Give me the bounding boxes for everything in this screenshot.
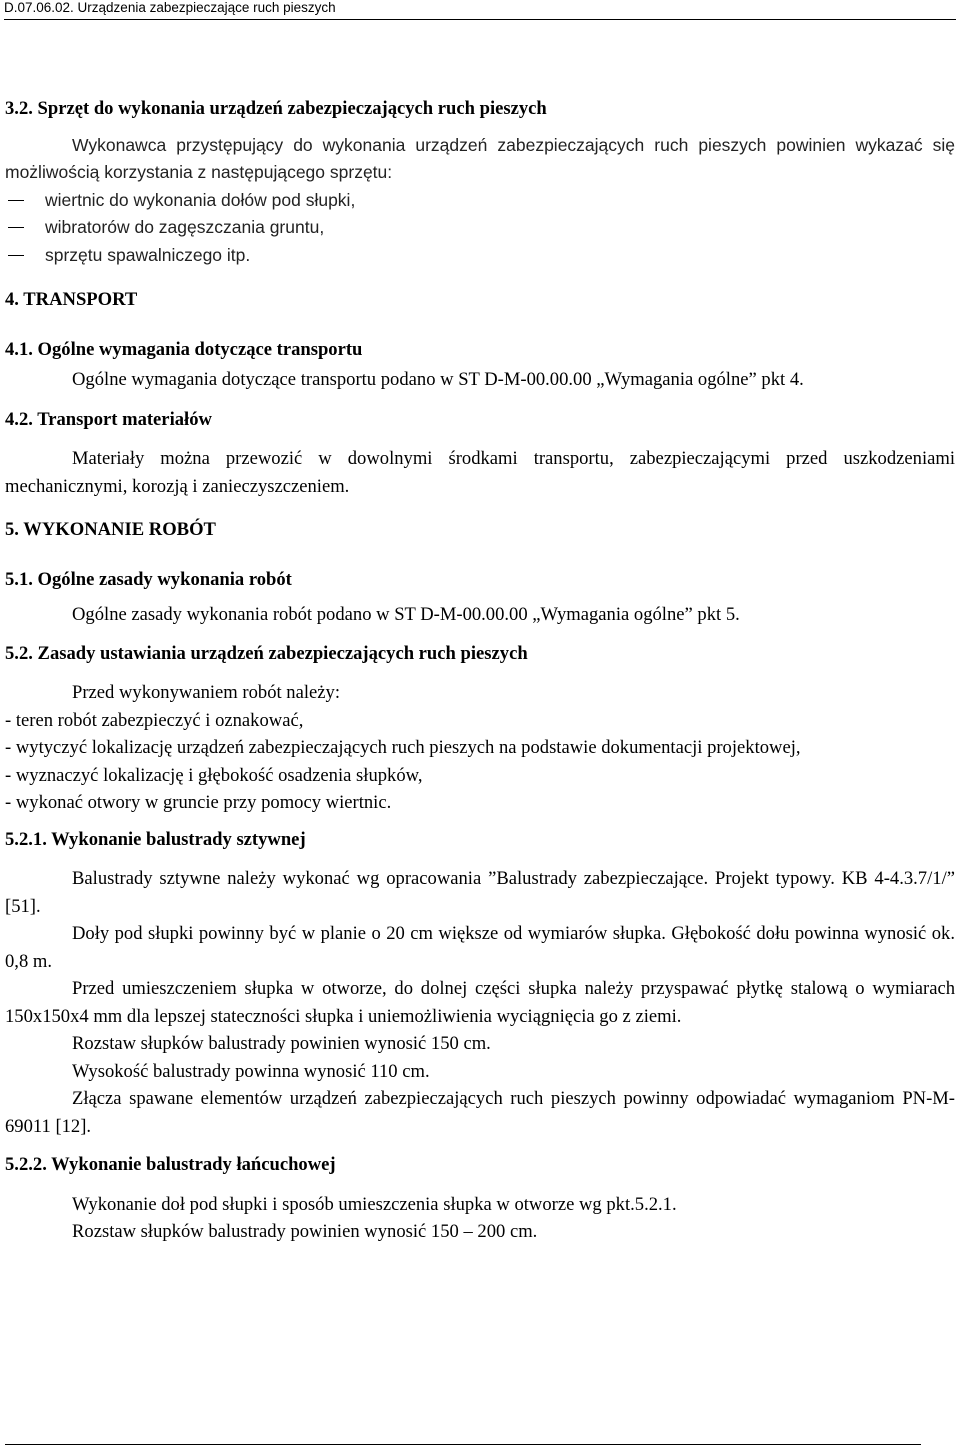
section-heading-3-2: 3.2. Sprzęt do wykonania urządzeń zabezpieczających ruch pieszych: [5, 98, 547, 119]
document-body: [5, 95, 955, 1246]
section-heading-5: 5. WYKONANIE ROBÓT: [5, 519, 216, 540]
footer-rule: [5, 1444, 921, 1445]
paragraph-5-2-2: Wykonanie doł pod słupki i sposób umieszczenia słupka w otworze wg pkt.5.2.1.: [72, 1193, 677, 1215]
list-item: wibratorów do zagęszczania gruntu,: [5, 214, 955, 242]
list-item: - wykonać otwory w gruncie przy pomocy wiertnic.: [5, 792, 392, 813]
paragraph-5-2-1: Doły pod słupki powinny być w planie o 20 cm większe od wymiarów słupka. Głębokość dołu powinna wynosić ok. 0,8 m.: [5, 923, 955, 972]
section-heading-5-1: 5.1. Ogólne zasady wykonania robót: [5, 568, 292, 590]
dash-icon: [8, 200, 24, 201]
paragraph-5-2-1: Balustrady sztywne należy wykonać wg opracowania ”Balustrady zabezpieczające. Projekt typowy. KB 4-4.3.7/1/” [51].: [5, 868, 955, 917]
equipment-list: [5, 187, 955, 270]
header-rule: [4, 19, 956, 20]
paragraph-5-2-1: Przed umieszczeniem słupka w otworze, do dolnej części słupka należy przyspawać płytkę stalową o wymiarach 150x150x4 mm dla lepszej stateczności słupka i uniemożliwienia wyciągnięcia go z ziemi.: [5, 978, 955, 1027]
paragraph-5-2-1: Wysokość balustrady powinna wynosić 110 cm.: [72, 1060, 430, 1082]
section-heading-4-2: 4.2. Transport materiałów: [5, 408, 212, 430]
section-heading-5-2-2: 5.2.2. Wykonanie balustrady łańcuchowej: [5, 1154, 336, 1175]
paragraph-5-1: Ogólne zasady wykonania robót podano w ST D-M-00.00.00 „Wymagania ogólne” pkt 5.: [72, 604, 740, 625]
list-item: - teren robót zabezpieczyć i oznakować,: [5, 709, 304, 731]
page-header: D.07.06.02. Urządzenia zabezpieczające ruch pieszych: [4, 0, 336, 15]
list-item: - wyznaczyć lokalizację i głębokość osadzenia słupków,: [5, 764, 423, 786]
list-item: sprzętu spawalniczego itp.: [5, 242, 955, 270]
paragraph-5-2-1: Złącza spawane elementów urządzeń zabezpieczających ruch pieszych powinny odpowiadać wymaganiom PN-M-69011 [12].: [5, 1088, 955, 1137]
list-item: wiertnic do wykonania dołów pod słupki,: [5, 187, 955, 215]
paragraph-5-2-1: Rozstaw słupków balustrady powinien wynosić 150 cm.: [72, 1033, 491, 1054]
paragraph-5-2-intro: Przed wykonywaniem robót należy:: [72, 682, 340, 703]
paragraph-4-2: Materiały można przewozić w dowolnymi środkami transportu, zabezpieczającymi przed uszkodzeniami mechanicznymi, korozją i zanieczyszczeniem.: [5, 448, 955, 497]
dash-icon: [8, 255, 24, 256]
paragraph-4-1: Ogólne wymagania dotyczące transportu podano w ST D-M-00.00.00 „Wymagania ogólne” pkt 4.: [72, 369, 804, 390]
dash-icon: [8, 227, 24, 228]
section-heading-4: 4. TRANSPORT: [5, 289, 138, 310]
paragraph-5-2-2: Rozstaw słupków balustrady powinien wynosić 150 – 200 cm.: [72, 1221, 538, 1242]
list-item: - wytyczyć lokalizację urządzeń zabezpieczających ruch pieszych na podstawie dokumentacji projektowej,: [5, 737, 801, 758]
section-heading-5-2-1: 5.2.1. Wykonanie balustrady sztywnej: [5, 828, 306, 850]
section-heading-4-1: 4.1. Ogólne wymagania dotyczące transportu: [5, 338, 363, 360]
section-heading-5-2: 5.2. Zasady ustawiania urządzeń zabezpieczających ruch pieszych: [5, 642, 528, 664]
paragraph-3-2-intro: Wykonawca przystępujący do wykonania urządzeń zabezpieczających ruch pieszych powinien wykazać się możliwością korzystania z następującego sprzętu:: [5, 134, 955, 182]
